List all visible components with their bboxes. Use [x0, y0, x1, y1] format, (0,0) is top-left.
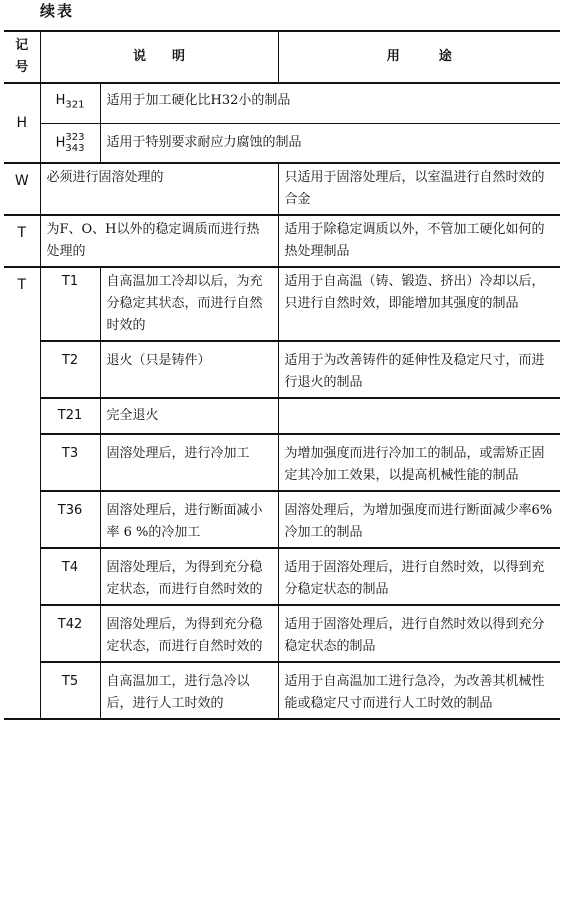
- description-cell: 自高温加工冷却以后，为充分稳定其状态，而进行自然时效的: [100, 267, 278, 341]
- description-cell: 适用于加工硬化比H32小的制品: [100, 83, 560, 123]
- header-symbol: 记号: [4, 31, 40, 83]
- usage-cell: 适用于固溶处理后，进行自然时效，以得到充分稳定状态的制品: [278, 548, 560, 605]
- table-row: [4, 491, 560, 548]
- table-row: [4, 215, 560, 267]
- description-cell: 自高温加工，进行急冷以后，进行人工时效的: [100, 662, 278, 719]
- description-cell: 固溶处理后，进行冷加工: [100, 434, 278, 491]
- code-cell: T2: [40, 341, 100, 398]
- code-cell: T42: [40, 605, 100, 662]
- table-header-row: [4, 31, 560, 83]
- description-cell: 退火（只是铸件）: [100, 341, 278, 398]
- table-row: [4, 341, 560, 398]
- table-row: [4, 662, 560, 719]
- usage-cell: 只适用于固溶处理后，以室温进行自然时效的合金: [278, 163, 560, 215]
- code-cell: T4: [40, 548, 100, 605]
- table-row: [4, 548, 560, 605]
- table-row: [4, 605, 560, 662]
- header-description: 说 明: [40, 31, 278, 83]
- symbol-h: H: [4, 83, 40, 163]
- usage-cell: 适用于为改善铸件的延伸性及稳定尺寸，而进行退火的制品: [278, 341, 560, 398]
- symbol-t-sub: T: [4, 267, 40, 719]
- code-cell: T5: [40, 662, 100, 719]
- header-usage: 用 途: [278, 31, 560, 83]
- table-row: [4, 267, 560, 341]
- usage-cell: 适用于除稳定调质以外，不管加工硬化如何的热处理制品: [278, 215, 560, 267]
- description-cell: 固溶处理后，为得到充分稳定状态，而进行自然时效的: [100, 548, 278, 605]
- description-cell: 固溶处理后，为得到充分稳定状态，而进行自然时效的: [100, 605, 278, 662]
- description-cell: 为F、O、H以外的稳定调质而进行热处理的: [40, 215, 278, 267]
- symbol-w: W: [4, 163, 40, 215]
- usage-cell: 适用于自高温加工进行急冷，为改善其机械性能或稳定尺寸而进行人工时效的制品: [278, 662, 560, 719]
- table-row: [4, 434, 560, 491]
- table-row: [4, 83, 560, 123]
- description-cell: 完全退火: [100, 398, 278, 434]
- continued-label: 续表: [40, 2, 75, 20]
- description-cell: 适用于特别要求耐应力腐蚀的制品: [100, 123, 560, 163]
- temper-designation-table: [4, 30, 560, 720]
- code-cell: T36: [40, 491, 100, 548]
- code-cell: T1: [40, 267, 100, 341]
- usage-cell: 固溶处理后，为增加强度而进行断面减少率6%冷加工的制品: [278, 491, 560, 548]
- usage-cell: 适用于自高温（铸、锻造、挤出）冷却以后，只进行自然时效，即能增加其强度的制品: [278, 267, 560, 341]
- code-cell: H 323 343: [40, 123, 100, 163]
- usage-cell: 为增加强度而进行冷加工的制品，或需矫正固定其冷加工效果，以提高机械性能的制品: [278, 434, 560, 491]
- description-cell: 必须进行固溶处理的: [40, 163, 278, 215]
- symbol-t: T: [4, 215, 40, 267]
- table-row: [4, 398, 560, 434]
- usage-cell: [278, 398, 560, 434]
- code-cell: T3: [40, 434, 100, 491]
- description-cell: 固溶处理后，进行断面减小率 6 %的冷加工: [100, 491, 278, 548]
- code-cell: $H_{321}$: [40, 83, 100, 123]
- code-cell: T21: [40, 398, 100, 434]
- table-row: [4, 123, 560, 163]
- table-row: [4, 163, 560, 215]
- usage-cell: 适用于固溶处理后，进行自然时效以得到充分稳定状态的制品: [278, 605, 560, 662]
